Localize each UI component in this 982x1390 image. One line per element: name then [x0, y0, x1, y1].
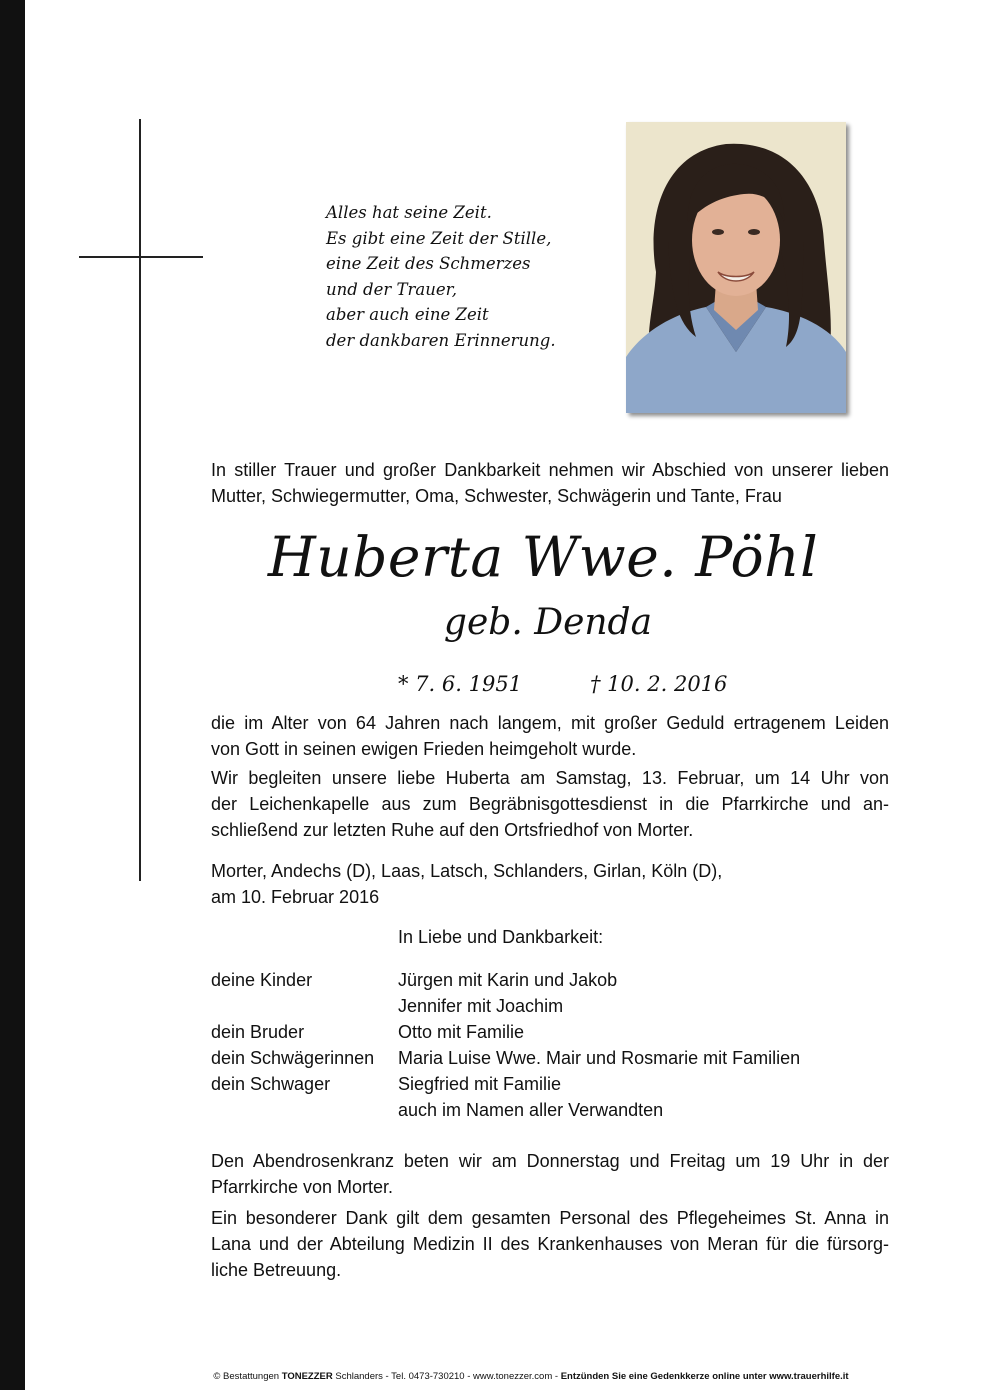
family-row — [211, 993, 800, 1019]
poem — [326, 200, 556, 353]
paragraph-line: Morter, Andechs (D), Laas, Latsch, Schlanders, Girlan, Köln (D), — [211, 861, 723, 881]
paragraph-line: schließend zur letzten Ruhe auf den Ortsfriedhof von Morter. — [211, 820, 694, 840]
thanks-paragraph — [211, 1205, 889, 1283]
family-names: Otto mit Familie — [398, 1022, 525, 1042]
intro-line: In stiller Trauer und großer Dankbarkeit nehmen wir Abschied von unserer lieben — [211, 460, 889, 480]
family-relation — [211, 1097, 398, 1123]
funeral-paragraph — [211, 765, 889, 843]
paragraph-line: die im Alter von 64 Jahren nach langem, mit großer Geduld ertragenem Leiden — [211, 713, 889, 733]
paragraph-line: von Gott in seinen ewigen Frieden heimgeholt wurde. — [211, 739, 637, 759]
paragraph-line: Ein besonderer Dank gilt dem gesamten Personal des Pflegeheimes St. Anna in — [211, 1208, 889, 1228]
footer-company: TONEZZER — [281, 1371, 333, 1382]
family-row — [211, 1097, 800, 1123]
footer-prefix: © Bestattungen — [213, 1371, 282, 1382]
closing-phrase: In Liebe und Dankbarkeit: — [398, 927, 604, 947]
family-relation: deine Kinder — [211, 970, 313, 990]
family-relation: dein Schwägerinnen — [211, 1048, 375, 1068]
intro-paragraph — [211, 457, 889, 509]
paragraph-line: der Leichenkapelle aus zum Begräbnisgottesdienst in die Pfarrkirche und an- — [211, 794, 889, 814]
poem-line: Es gibt eine Zeit der Stille, — [326, 228, 552, 248]
passing-paragraph — [211, 710, 889, 762]
birth-date: * 7. 6. 1951 — [398, 672, 523, 696]
family-names: Siegfried mit Familie — [398, 1074, 562, 1094]
paragraph-line: liche Betreuung. — [211, 1260, 342, 1280]
family-relation: dein Bruder — [211, 1022, 305, 1042]
death-date: † 10. 2. 2016 — [590, 672, 728, 696]
family-names: Jürgen mit Karin und Jakob — [398, 970, 618, 990]
footer — [0, 1370, 982, 1384]
footer-candle-link[interactable]: Entzünden Sie eine Gedenkkerze online unter www.trauerhilfe.it — [560, 1371, 849, 1382]
left-border-bar — [0, 0, 25, 1390]
family-row — [211, 1071, 800, 1097]
family-relation — [211, 993, 398, 1019]
family-row — [211, 1045, 800, 1071]
poem-line: und der Trauer, — [326, 279, 457, 299]
deceased-name: Huberta Wwe. Pöhl — [267, 525, 819, 589]
poem-line: eine Zeit des Schmerzes — [326, 254, 531, 273]
poem-line: Alles hat seine Zeit. — [326, 203, 492, 222]
intro-line: Mutter, Schwiegermutter, Oma, Schwester, Schwägerin und Tante, Frau — [211, 486, 782, 506]
paragraph-line: Pfarrkirche von Morter. — [211, 1177, 394, 1197]
paragraph-line: Lana und der Abteilung Medizin II des Krankenhauses von Meran für die fürsorg- — [211, 1234, 889, 1254]
family-names: Jennifer mit Joachim — [398, 996, 564, 1016]
portrait-photo — [626, 122, 846, 413]
rosary-paragraph — [211, 1148, 889, 1200]
family-names: Maria Luise Wwe. Mair und Rosmarie mit Familien — [398, 1048, 801, 1068]
paragraph-line: Wir begleiten unsere liebe Huberta am Samstag, 13. Februar, um 14 Uhr von — [211, 768, 889, 788]
family-list — [211, 967, 800, 1123]
cross-vertical-beam — [139, 119, 141, 881]
family-relation: dein Schwager — [211, 1074, 331, 1094]
family-names: auch im Namen aller Verwandten — [398, 1100, 664, 1120]
family-row — [211, 967, 800, 993]
poem-line: der dankbaren Erinnerung. — [326, 330, 556, 350]
paragraph-line: Den Abendrosenkranz beten wir am Donnerstag und Freitag um 19 Uhr in der — [211, 1151, 889, 1171]
poem-line: aber auch eine Zeit — [326, 305, 489, 324]
family-row — [211, 1019, 800, 1045]
cross-horizontal-beam — [79, 256, 203, 258]
place-date-paragraph — [211, 858, 889, 910]
maiden-name: geb. Denda — [443, 602, 653, 643]
paragraph-line: am 10. Februar 2016 — [211, 887, 380, 907]
footer-details: Schlanders - Tel. 0473-730210 - www.tonezzer.com - — [332, 1371, 561, 1382]
